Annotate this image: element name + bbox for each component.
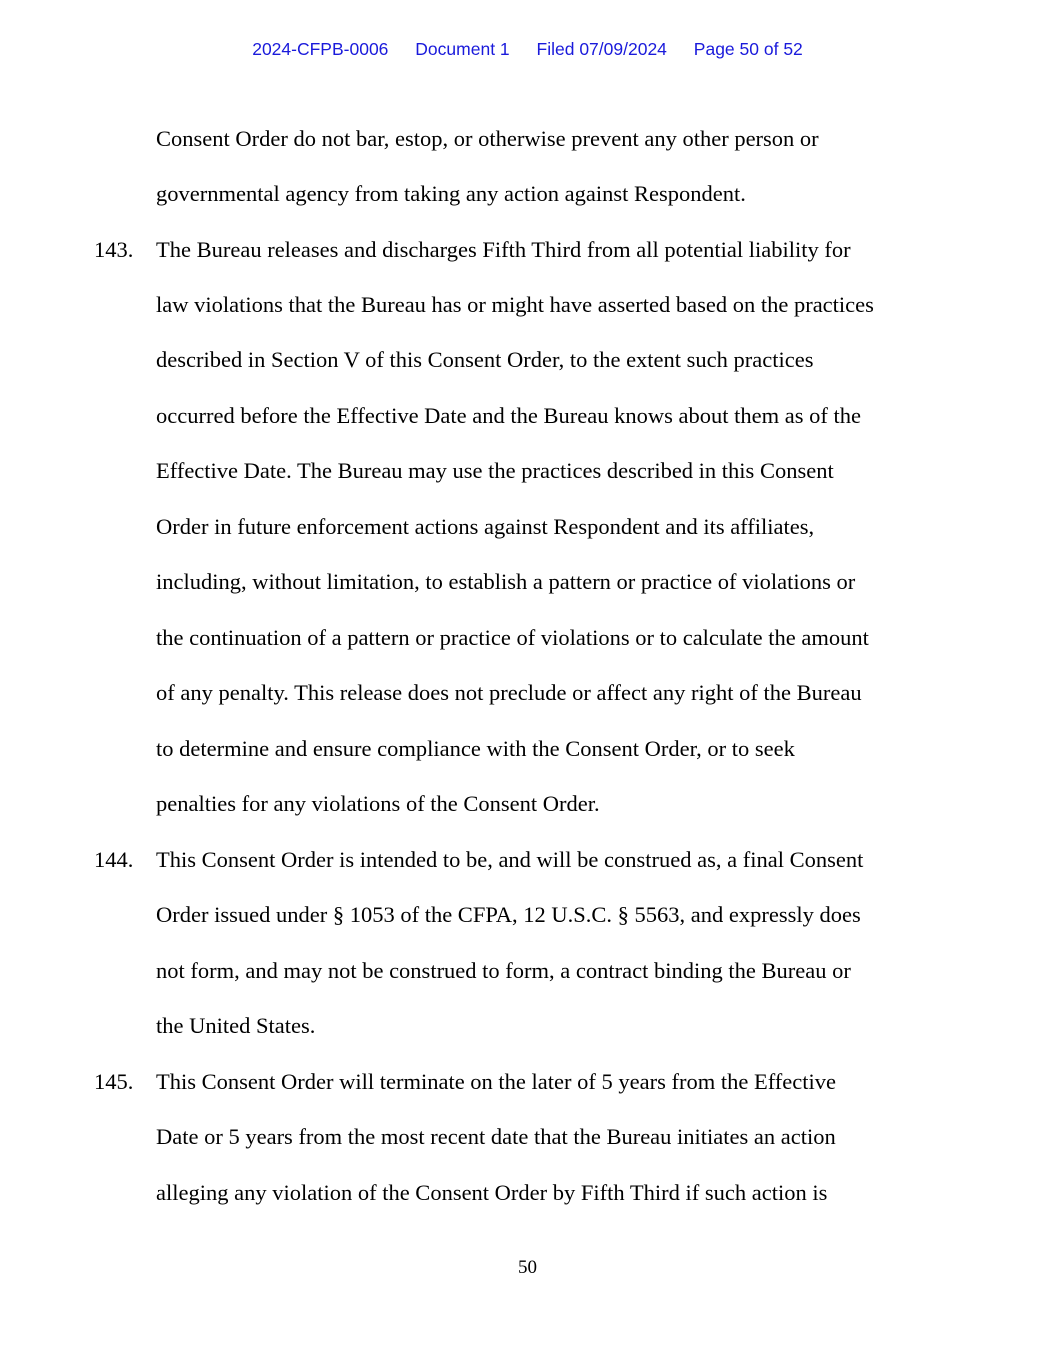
body-line: governmental agency from taking any action against Respondent. (156, 181, 746, 206)
body-line: Order issued under § 1053 of the CFPA, 12 U.S.C. § 5563, and expressly does (156, 902, 861, 927)
body-line: This Consent Order is intended to be, and will be construed as, a final Consent (156, 847, 864, 872)
body-line: alleging any violation of the Consent Order by Fifth Third if such action is (156, 1180, 828, 1205)
body-line: Consent Order do not bar, estop, or otherwise prevent any other person or (156, 126, 819, 151)
body-line: Order in future enforcement actions against Respondent and its affiliates, (156, 514, 815, 539)
filing-header (0, 39, 1055, 60)
body-line: law violations that the Bureau has or might have asserted based on the practices (156, 292, 874, 317)
filed-date: Filed 07/09/2024 (536, 39, 667, 59)
body-line: not form, and may not be construed to form, a contract binding the Bureau or (156, 958, 851, 983)
page-indicator: Page 50 of 52 (693, 39, 803, 59)
body-line: Effective Date. The Bureau may use the practices described in this Consent (156, 458, 834, 483)
body-line: described in Section V of this Consent Order, to the extent such practices (156, 347, 814, 372)
body-line: penalties for any violations of the Consent Order. (156, 791, 600, 816)
body-line: including, without limitation, to establish a pattern or practice of violations or (156, 569, 856, 594)
body-line: The Bureau releases and discharges Fifth Third from all potential liability for (156, 237, 851, 262)
body-line: the United States. (156, 1013, 316, 1038)
document-label: Document 1 (415, 39, 510, 59)
body-line: Date or 5 years from the most recent date that the Bureau initiates an action (156, 1124, 836, 1149)
body-line: to determine and ensure compliance with the Consent Order, or to seek (156, 736, 795, 761)
paragraph-number: 144. (94, 847, 134, 872)
page-number: 50 (518, 1257, 537, 1278)
body-line: of any penalty. This release does not preclude or affect any right of the Bureau (156, 680, 862, 705)
paragraph-number: 143. (94, 237, 134, 262)
body-line: This Consent Order will terminate on the later of 5 years from the Effective (156, 1069, 836, 1094)
paragraph-number: 145. (94, 1069, 134, 1094)
body-line: the continuation of a pattern or practice of violations or to calculate the amount (156, 625, 869, 650)
body-line: occurred before the Effective Date and the Bureau knows about them as of the (156, 403, 861, 428)
case-number: 2024-CFPB-0006 (252, 39, 389, 59)
